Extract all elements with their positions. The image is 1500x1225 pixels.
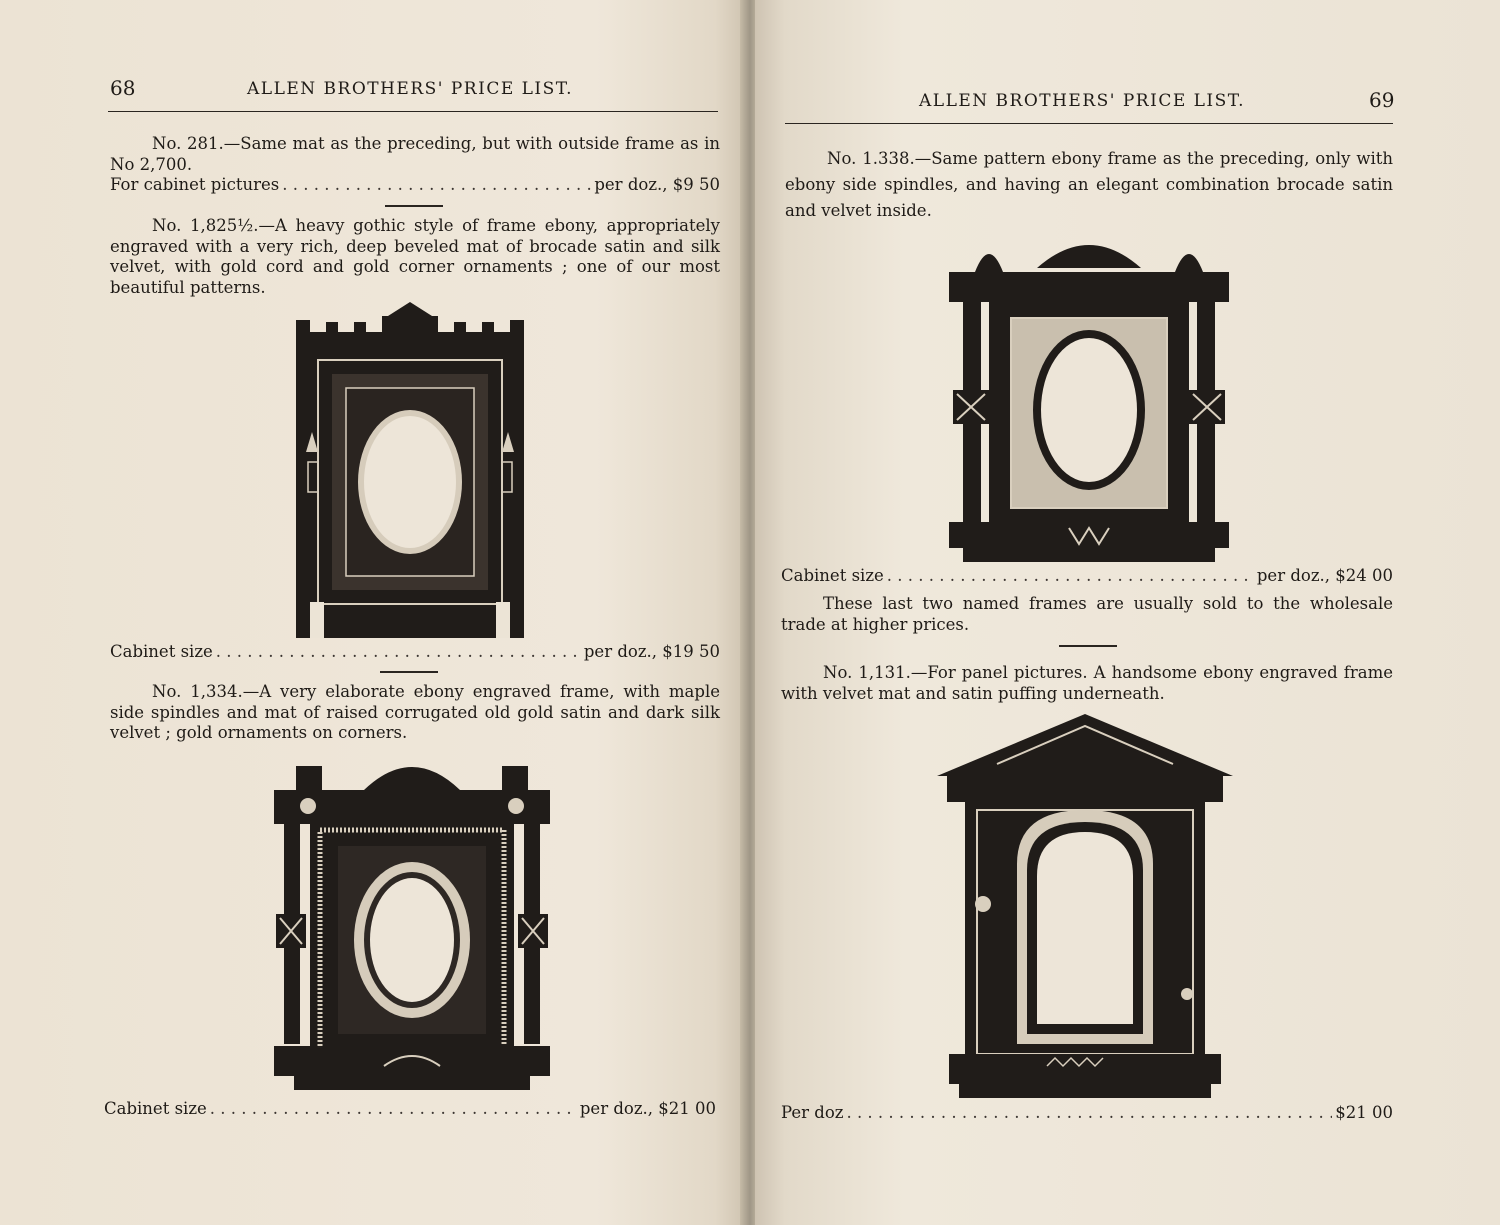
price-label: Cabinet size (781, 566, 884, 585)
price-value: $9 50 (672, 175, 720, 194)
leader-dots (282, 175, 591, 194)
price-label: For cabinet pictures (110, 175, 280, 194)
section-divider (1059, 645, 1117, 647)
section-divider (385, 205, 443, 207)
left-page (0, 0, 745, 1225)
price-value: $21 00 (658, 1099, 716, 1118)
item-1338-price-line (781, 566, 1393, 585)
leader-dots (846, 1103, 1332, 1122)
price-value: $24 00 (1335, 566, 1393, 585)
header-rule (785, 123, 1393, 124)
price-value: $19 50 (662, 642, 720, 661)
price-unit: per doz., (1256, 566, 1331, 585)
elaborate-frame-illustration (274, 750, 550, 1090)
item-1825-description: No. 1,825½.—A heavy gothic style of frame ebony, appropriately engraved with a very rich, deep beveled mat of brocade satin and silk velvet, with gold cord and gold corner ornaments ; one of our most beautiful patterns. (110, 216, 720, 297)
section-divider (380, 671, 438, 673)
price-label: Cabinet size (104, 1099, 207, 1118)
item-1825-price-line (110, 642, 720, 661)
item-1131-description: No. 1,131.—For panel pictures. A handsome ebony engraved frame with velvet mat and satin puffing underneath. (781, 663, 1393, 703)
running-head: ALLEN BROTHERS' PRICE LIST. (919, 91, 1246, 111)
item-281-price-line (110, 175, 720, 194)
running-head: ALLEN BROTHERS' PRICE LIST. (247, 79, 574, 99)
right-page (755, 0, 1500, 1225)
price-label: Cabinet size (110, 642, 213, 661)
price-value: $21 00 (1335, 1103, 1393, 1122)
item-1338-description: No. 1.338.—Same pattern ebony frame as the preceding, only with ebony side spindles, and having an elegant combination brocade satin and velvet inside. (785, 149, 1393, 220)
price-unit: per doz., (594, 175, 668, 194)
item-1131-price-line (781, 1103, 1393, 1122)
leader-dots (887, 566, 1254, 585)
leader-dots (216, 642, 581, 661)
leader-dots (210, 1099, 577, 1118)
ebony-spindle-frame-illustration (949, 228, 1229, 562)
price-label: Per doz (781, 1103, 844, 1122)
gabled-panel-frame-illustration (937, 714, 1233, 1098)
item-1334-description: No. 1,334.—A very elaborate ebony engraved frame, with maple side spindles and mat of raised corrugated old gold satin and dark silk velvet ; gold ornaments on corners. (110, 682, 720, 742)
gothic-frame-illustration (296, 302, 524, 638)
item-1334-price-line (104, 1099, 716, 1118)
wholesale-note: These last two named frames are usually sold to the wholesale trade at higher prices. (781, 594, 1393, 634)
header-rule (108, 111, 718, 112)
page-number: 68 (110, 76, 136, 100)
price-unit: per doz., (579, 1099, 654, 1118)
price-unit: per doz., (583, 642, 658, 661)
item-281-description: No. 281.—Same mat as the preceding, but with outside frame as in No 2,700. (110, 134, 720, 174)
page-number: 69 (1369, 88, 1395, 112)
